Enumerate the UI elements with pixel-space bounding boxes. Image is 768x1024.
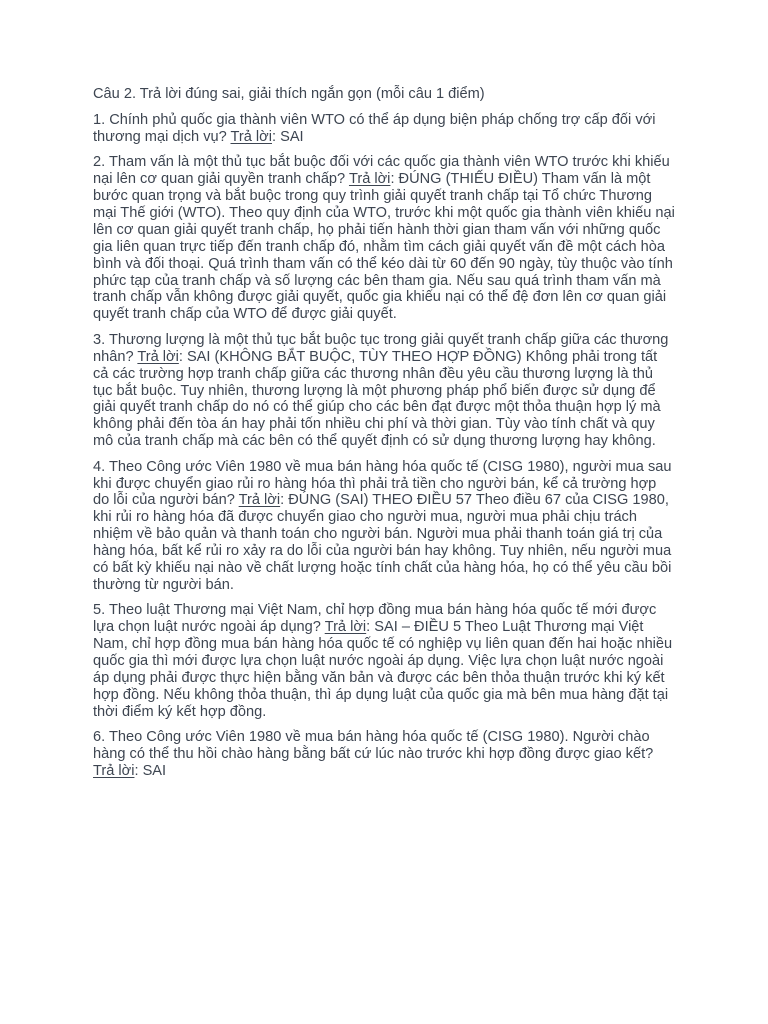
question-4-answer: : ĐÚNG (SAI) THEO ĐIỀU 57 Theo điều 67 của CISG 1980, khi rủi ro hàng hóa đã được chuyển giao cho người mua, người mua phải chịu trách nhiệm về bảo quản và thanh toán cho người bán. Người mua phải thanh toán giá trị của hàng hóa, bất kể rủi ro xảy ra do lỗi của người bán hay không. Tuy nhiên, nếu người mua có bất kỳ khiếu nại nào về chất lượng hoặc tính chất của hàng hóa, họ có thể yêu cầu bồi thường từ người bán.: [93, 492, 672, 593]
question-2-text: 2. Tham vấn là một thủ tục bắt buộc đối với các quốc gia thành viên WTO trước khi khiếu nại lên cơ quan giải quyền tranh chấp?: [93, 154, 670, 188]
question-6: [93, 729, 675, 780]
question-4-text: 4. Theo Công ước Viên 1980 về mua bán hàng hóa quốc tế (CISG 1980), người mua sau khi được chuyển giao rủi ro hàng hóa thì phải trả tiền cho người bán, kể cả trường hợp do lỗi của người bán?: [93, 458, 672, 509]
question-4: [93, 459, 675, 594]
question-6-answer-link[interactable]: Trả lời: [93, 763, 135, 780]
question-6-text: 6. Theo Công ước Viên 1980 về mua bán hàng hóa quốc tế (CISG 1980). Người chào hàng có thể thu hồi chào hàng bằng bất cứ lúc nào trước khi hợp đồng được giao kết?: [93, 729, 654, 763]
question-3-answer-link[interactable]: Trả lời: [137, 348, 179, 365]
question-2-answer: : ĐÚNG (THIẾU ĐIỀU) Tham vấn là một bước quan trọng và bắt buộc trong quy trình giải quyết tranh chấp tại Tổ chức Thương mại Thế giới (WTO). Theo quy định của WTO, trước khi một quốc gia thành viên khiếu nại lên cơ quan giải quyết tranh chấp, họ phải tiến hành thời gian tham vấn với những quốc gia liên quan trực tiếp đến tranh chấp đó, nhằm tìm cách giải quyết vấn đề một cách hòa bình và đối thoại. Quá trình tham vấn có thể kéo dài từ 60 đến 90 ngày, tùy thuộc vào tính phức tạp của tranh chấp và số lượng các bên tham gia. Nếu sau quá trình tham vấn mà tranh chấp vẫn không được giải quyết, quốc gia khiếu nại có thể đệ đơn lên cơ quan giải quyết tranh chấp của WTO để được giải quyết.: [93, 171, 675, 323]
question-5: [93, 602, 675, 720]
question-1-answer: : SAI: [271, 128, 304, 145]
question-1-answer-link[interactable]: Trả lời: [230, 128, 272, 145]
question-3-text: 3. Thương lượng là một thủ tục bắt buộc tục trong giải quyết tranh chấp giữa các thương nhân?: [93, 331, 669, 365]
question-4-answer-link[interactable]: Trả lời: [238, 492, 281, 509]
document-page: [93, 86, 675, 788]
question-1: [93, 112, 675, 146]
question-3-answer: : SAI (KHÔNG BẮT BUỘC, TÙY THEO HỢP ĐỒNG) Không phải trong tất cả các trường hợp tranh chấp giữa các thương nhân đều yêu cầu thương lượng là thủ tục bắt buộc. Tuy nhiên, thương lượng là một phương pháp phổ biến được sử dụng để giải quyết tranh chấp do nó có thể giúp cho các bên đạt được một thỏa thuận hợp lý mà không phải đến tòa án hay phải tốn nhiều chi phí và thời gian. Tùy vào tính chất và quy mô của tranh chấp mà các bên có thể quyết định có sử dụng thương lượng hay không.: [93, 348, 661, 450]
question-2-answer-link[interactable]: Trả lời: [348, 171, 391, 188]
question-6-answer: : SAI: [134, 763, 167, 780]
question-5-answer-link[interactable]: Trả lời: [324, 619, 367, 636]
question-5-answer: : SAI – ĐIỀU 5 Theo Luật Thương mại Việt Nam, chỉ hợp đồng mua bán hàng hóa quốc tế có nghiệp vụ liên quan đến hai hoặc nhiều quốc gia thì mới được lựa chọn luật nước ngoài áp dụng. Việc lựa chọn luật nước ngoài áp dụng phải được thực hiện bằng văn bản và được các bên thỏa thuận trước khi ký kết hợp đồng. Nếu không thỏa thuận, thì áp dụng luật của quốc gia mà bên mua hàng đặt tại thời điểm ký kết hợp đồng.: [93, 619, 673, 720]
question-5-text: 5. Theo luật Thương mại Việt Nam, chỉ hợp đồng mua bán hàng hóa quốc tế mới được lựa chọn luật nước ngoài áp dụng?: [93, 602, 657, 636]
question-2: [93, 154, 675, 323]
question-3: [93, 332, 675, 450]
section-title: Câu 2. Trả lời đúng sai, giải thích ngắn gọn (mỗi câu 1 điểm): [93, 86, 485, 102]
question-1-text: 1. Chính phủ quốc gia thành viên WTO có thể áp dụng biện pháp chống trợ cấp đối với thương mại dịch vụ?: [93, 111, 656, 145]
